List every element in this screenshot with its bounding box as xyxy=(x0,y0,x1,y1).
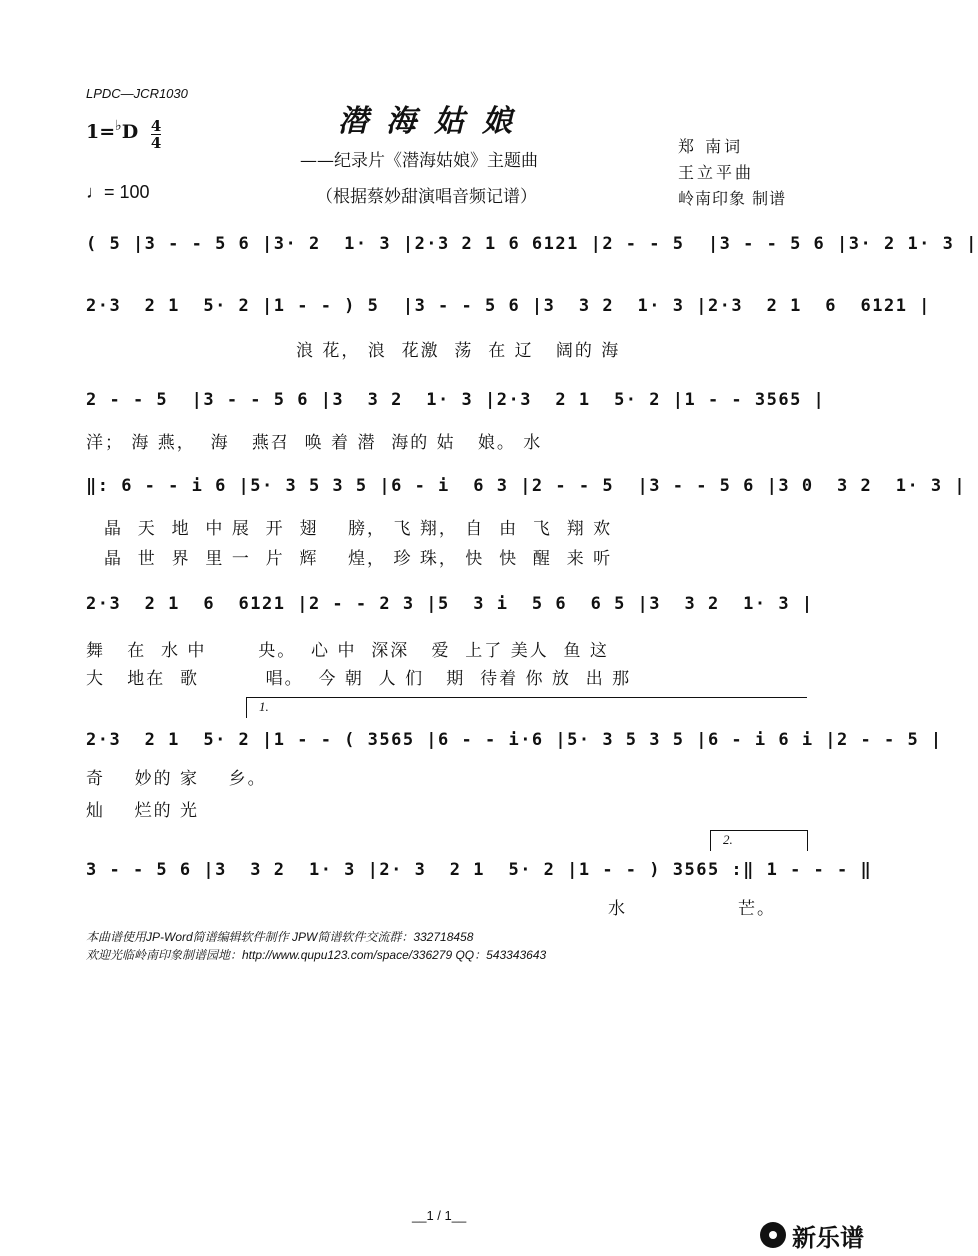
music-line-3: 2 - - 5 |3 - - 5 6 |3 3 2 1· 3 |2·3 2 1 5· 2 |1 - - 3565 | xyxy=(86,390,826,410)
song-subtitle: ——纪录片《潜海姑娘》主题曲 xyxy=(300,151,538,171)
brand-logo: 新乐谱 xyxy=(792,1224,864,1252)
lyric-line-6a: 奇 妙的 家 乡。 xyxy=(86,769,267,789)
second-ending-label: 2. xyxy=(723,832,733,847)
meter-bottom: 4 xyxy=(150,134,162,152)
composer-credit: 王立平曲 xyxy=(678,163,755,182)
lyric-line-4b: 晶 世 界 里 一 片 辉 煌， 珍 珠， 快 快 醒 来 听 xyxy=(104,549,613,569)
key-signature xyxy=(86,118,161,151)
lyric-line-5b: 大 地在 歌 唱。 今 朝 人 们 期 待着 你 放 出 那 xyxy=(86,669,632,689)
flat-sign: ♭ xyxy=(115,118,122,134)
first-ending-bracket xyxy=(246,697,807,718)
disc-icon xyxy=(760,1222,786,1248)
arranger-credit: 岭南印象 制谱 xyxy=(678,189,787,208)
music-line-7: 3 - - 5 6 |3 3 2 1· 3 |2· 3 2 1 5· 2 |1 - - ) 3565 :‖ 1 - - - ‖ xyxy=(86,860,873,880)
meter-top: 4 xyxy=(150,117,162,135)
key-letter: D xyxy=(121,121,139,143)
lyric-line-4a: 晶 天 地 中 展 开 翅 膀， 飞 翔， 自 由 飞 翔 欢 xyxy=(104,519,613,539)
time-signature xyxy=(151,118,161,151)
music-line-2: 2·3 2 1 5· 2 |1 - - ) 5 |3 - - 5 6 |3 3 2 1· 3 |2·3 2 1 6 6121 | xyxy=(86,296,931,316)
lyricist-credit: 郑 南词 xyxy=(678,137,744,156)
score-code: LPDC—JCR1030 xyxy=(86,86,188,101)
first-ending-label: 1. xyxy=(259,699,269,714)
footer-software-note: 本曲谱使用JP-Word简谱编辑软件制作 JPW简谱软件交流群：332718458 xyxy=(86,930,474,944)
music-line-6: 2·3 2 1 5· 2 |1 - - ( 3565 |6 - - i·6 |5· 3 5 3 5 |6 - i 6 i |2 - - 5 | xyxy=(86,730,943,750)
key-prefix: 1= xyxy=(86,121,116,143)
music-line-1: ( 5 |3 - - 5 6 |3· 2 1· 3 |2·3 2 1 6 6121 |2 - - 5 |3 - - 5 6 |3· 2 1· 3 | xyxy=(86,234,978,254)
song-title: 潜海姑娘 xyxy=(338,104,530,139)
lyric-line-2: 浪 花， 浪 花激 荡 在 辽 阔的 海 xyxy=(296,341,621,361)
lyric-line-3: 洋； 海 燕， 海 燕召 唤 着 潜 海的 姑 娘。 水 xyxy=(86,433,543,453)
second-ending-bracket xyxy=(710,830,808,851)
music-line-5: 2·3 2 1 6 6121 |2 - - 2 3 |5 3 i 5 6 6 5 |3 3 2 1· 3 | xyxy=(86,594,814,614)
footer-website-note: 欢迎光临岭南印象制谱园地：http://www.qupu123.com/space/336279 QQ：543343643 xyxy=(86,948,547,962)
lyric-line-5a: 舞 在 水 中 央。 心 中 深深 爱 上了 美人 鱼 这 xyxy=(86,641,609,661)
lyric-line-7: 水 芒。 xyxy=(608,899,777,919)
music-line-4: ‖: 6 - - i 6 |5· 3 5 3 5 |6 - i 6 3 |2 - - 5 |3 - - 5 6 |3 0 3 2 1· 3 | xyxy=(86,476,967,496)
tempo-mark: ♩= 100 xyxy=(86,182,150,202)
page-number: __1 / 1__ xyxy=(412,1208,467,1223)
transcription-note: （根据蔡妙甜演唱音频记谱） xyxy=(316,187,537,207)
lyric-line-6b: 灿 烂的 光 xyxy=(86,801,200,821)
